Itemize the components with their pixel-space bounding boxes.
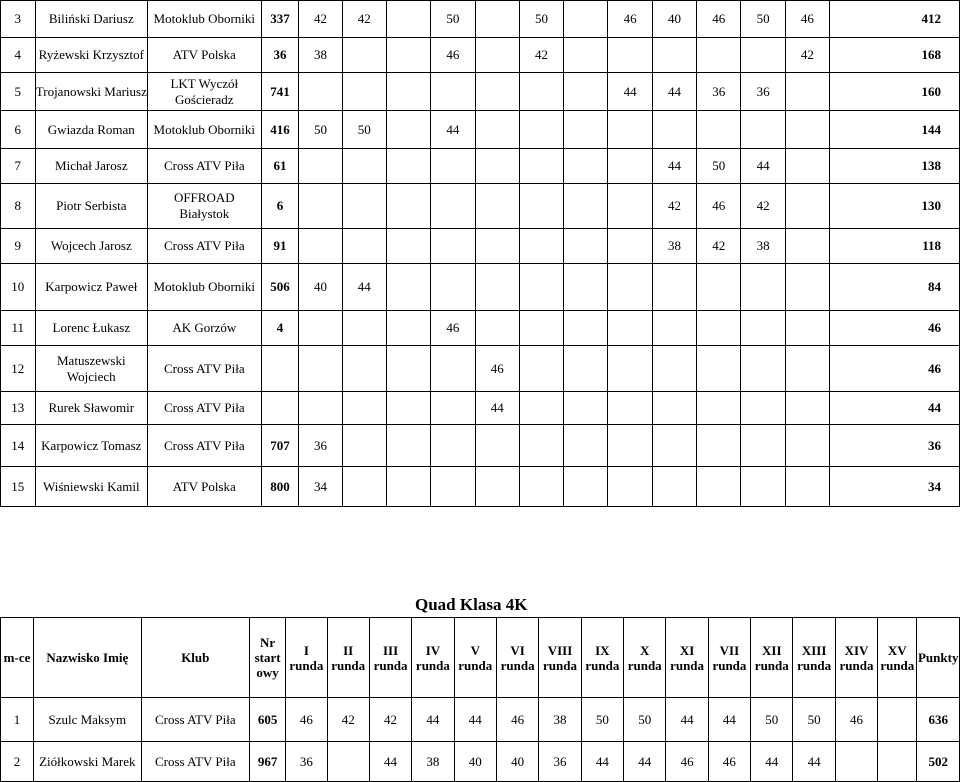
score-cell: 46 — [286, 698, 327, 742]
score-cell — [519, 311, 563, 346]
club-cell: Cross ATV Piła — [148, 149, 262, 184]
place-cell: 7 — [1, 149, 36, 184]
class-title: Quad Klasa 4K — [415, 595, 528, 614]
score-cell — [386, 264, 430, 311]
score-cell — [299, 346, 342, 392]
name-header: Nazwisko Imię — [34, 618, 141, 698]
score-cell: 36 — [697, 73, 741, 111]
club-cell: ATV Polska — [148, 467, 262, 507]
score-cell — [608, 111, 652, 149]
score-cell — [564, 1, 608, 38]
points-header: Punkty — [917, 618, 960, 698]
score-cell — [564, 311, 608, 346]
place-cell: 2 — [1, 742, 34, 782]
club-cell: Cross ATV Piła — [148, 346, 262, 392]
score-cell — [785, 346, 829, 392]
score-cell: 44 — [431, 111, 475, 149]
score-cell: 46 — [785, 1, 829, 38]
points-cell: 168 — [830, 38, 960, 73]
score-cell: 50 — [299, 111, 342, 149]
score-cell — [327, 742, 369, 782]
club-cell: LKT Wyczół Gościeradz — [148, 73, 262, 111]
table-row — [1, 346, 960, 392]
score-cell — [564, 425, 608, 467]
start-number-cell: 506 — [261, 264, 299, 311]
score-cell: 38 — [652, 229, 696, 264]
score-cell — [475, 73, 519, 111]
score-cell — [697, 425, 741, 467]
place-cell: 1 — [1, 698, 34, 742]
score-cell — [785, 467, 829, 507]
score-cell — [431, 264, 475, 311]
place-cell: 11 — [1, 311, 36, 346]
score-cell — [652, 392, 696, 425]
score-cell — [342, 38, 386, 73]
score-cell — [519, 184, 563, 229]
score-cell: 50 — [519, 1, 563, 38]
round-header: III runda — [369, 618, 411, 698]
start-number-cell: 967 — [250, 742, 286, 782]
start-number-cell: 707 — [261, 425, 299, 467]
name-cell: Szulc Maksym — [34, 698, 141, 742]
score-cell: 44 — [369, 742, 411, 782]
score-cell — [519, 264, 563, 311]
score-cell: 36 — [741, 73, 785, 111]
table-row — [1, 467, 960, 507]
score-cell — [475, 467, 519, 507]
score-cell: 46 — [475, 346, 519, 392]
score-cell — [386, 73, 430, 111]
score-cell — [386, 111, 430, 149]
score-cell — [608, 149, 652, 184]
club-cell: Motoklub Oborniki — [148, 111, 262, 149]
score-cell — [519, 149, 563, 184]
score-cell — [386, 311, 430, 346]
points-cell: 160 — [830, 73, 960, 111]
club-cell: AK Gorzów — [148, 311, 262, 346]
score-cell — [785, 311, 829, 346]
place-cell: 6 — [1, 111, 36, 149]
score-cell — [652, 111, 696, 149]
start-number-cell: 337 — [261, 1, 299, 38]
table-row — [1, 392, 960, 425]
score-cell: 44 — [741, 149, 785, 184]
score-cell: 44 — [581, 742, 623, 782]
score-cell — [564, 229, 608, 264]
score-cell — [741, 38, 785, 73]
name-cell: Rurek Sławomir — [35, 392, 147, 425]
score-cell: 46 — [697, 184, 741, 229]
score-cell — [342, 229, 386, 264]
round-header: IV runda — [412, 618, 454, 698]
points-cell: 46 — [830, 311, 960, 346]
score-cell — [431, 184, 475, 229]
points-cell: 118 — [830, 229, 960, 264]
name-cell: Ryżewski Krzysztof — [35, 38, 147, 73]
table-row — [1, 111, 960, 149]
score-cell — [608, 311, 652, 346]
club-cell: Cross ATV Piła — [148, 425, 262, 467]
place-cell: 13 — [1, 392, 36, 425]
start-number-cell: 36 — [261, 38, 299, 73]
round-header: X runda — [624, 618, 666, 698]
score-cell: 34 — [299, 467, 342, 507]
score-cell — [386, 467, 430, 507]
start-number-cell: 605 — [250, 698, 286, 742]
round-header: XI runda — [666, 618, 708, 698]
round-header: XII runda — [751, 618, 793, 698]
points-cell: 144 — [830, 111, 960, 149]
place-cell: 8 — [1, 184, 36, 229]
score-cell: 46 — [431, 38, 475, 73]
table-row — [1, 73, 960, 111]
score-cell — [342, 184, 386, 229]
table-row — [1, 698, 960, 742]
score-cell: 46 — [697, 1, 741, 38]
name-cell: Ziółkowski Marek — [34, 742, 141, 782]
place-cell: 5 — [1, 73, 36, 111]
score-cell — [386, 392, 430, 425]
round-header: V runda — [454, 618, 496, 698]
club-cell: Motoklub Oborniki — [148, 1, 262, 38]
score-cell: 38 — [539, 698, 581, 742]
score-cell — [519, 425, 563, 467]
score-cell — [741, 392, 785, 425]
score-cell — [431, 346, 475, 392]
place-cell: 3 — [1, 1, 36, 38]
round-header: IX runda — [581, 618, 623, 698]
club-cell: Cross ATV Piła — [148, 392, 262, 425]
start-number-cell: 4 — [261, 311, 299, 346]
score-cell — [431, 149, 475, 184]
name-cell: Matuszewski Wojciech — [35, 346, 147, 392]
points-cell: 34 — [830, 467, 960, 507]
place-cell: 15 — [1, 467, 36, 507]
name-cell: Piotr Serbista — [35, 184, 147, 229]
score-cell — [878, 742, 917, 782]
score-cell: 38 — [412, 742, 454, 782]
score-cell — [431, 229, 475, 264]
name-cell: Wojcech Jarosz — [35, 229, 147, 264]
score-cell: 36 — [299, 425, 342, 467]
score-cell — [386, 346, 430, 392]
score-cell — [386, 425, 430, 467]
score-cell — [386, 149, 430, 184]
score-cell — [342, 73, 386, 111]
score-cell: 44 — [475, 392, 519, 425]
round-header: XIII runda — [793, 618, 835, 698]
club-cell: Cross ATV Piła — [148, 229, 262, 264]
score-cell — [741, 264, 785, 311]
score-cell — [342, 392, 386, 425]
start-number-cell — [261, 346, 299, 392]
score-cell — [299, 149, 342, 184]
score-cell: 44 — [751, 742, 793, 782]
table-row — [1, 311, 960, 346]
score-cell — [564, 111, 608, 149]
score-cell — [835, 742, 877, 782]
club-cell: Cross ATV Piła — [141, 742, 250, 782]
score-cell — [475, 229, 519, 264]
score-cell — [741, 425, 785, 467]
place-cell: 10 — [1, 264, 36, 311]
round-header: I runda — [286, 618, 327, 698]
table-row — [1, 742, 960, 782]
points-cell: 636 — [917, 698, 960, 742]
score-cell — [342, 311, 386, 346]
score-cell: 44 — [652, 149, 696, 184]
table-row — [1, 184, 960, 229]
score-cell: 44 — [342, 264, 386, 311]
score-cell — [299, 229, 342, 264]
table-row — [1, 229, 960, 264]
name-cell: Biliński Dariusz — [35, 1, 147, 38]
start-number-cell: 416 — [261, 111, 299, 149]
score-cell — [386, 229, 430, 264]
score-cell — [299, 184, 342, 229]
points-cell: 502 — [917, 742, 960, 782]
score-cell: 46 — [708, 742, 750, 782]
score-cell — [475, 111, 519, 149]
score-cell: 50 — [431, 1, 475, 38]
score-cell: 42 — [299, 1, 342, 38]
score-cell: 42 — [327, 698, 369, 742]
score-cell: 42 — [741, 184, 785, 229]
score-cell — [342, 149, 386, 184]
score-cell — [564, 149, 608, 184]
score-cell: 50 — [581, 698, 623, 742]
score-cell — [697, 264, 741, 311]
score-cell: 40 — [496, 742, 538, 782]
score-cell: 46 — [835, 698, 877, 742]
score-cell — [564, 346, 608, 392]
start-number-cell: 61 — [261, 149, 299, 184]
round-header: II runda — [327, 618, 369, 698]
start-number-cell: 800 — [261, 467, 299, 507]
score-cell — [741, 467, 785, 507]
score-cell: 40 — [652, 1, 696, 38]
score-cell — [741, 346, 785, 392]
table-row — [1, 149, 960, 184]
score-cell: 36 — [286, 742, 327, 782]
score-cell — [431, 467, 475, 507]
score-cell: 46 — [608, 1, 652, 38]
place-cell: 12 — [1, 346, 36, 392]
round-header: VI runda — [496, 618, 538, 698]
table-row — [1, 1, 960, 38]
header-row — [1, 618, 960, 698]
score-cell — [386, 1, 430, 38]
score-cell — [431, 425, 475, 467]
club-cell: Cross ATV Piła — [141, 698, 250, 742]
score-cell — [785, 425, 829, 467]
score-cell — [608, 184, 652, 229]
score-cell: 40 — [454, 742, 496, 782]
name-cell: Michał Jarosz — [35, 149, 147, 184]
score-cell — [519, 73, 563, 111]
score-cell: 42 — [697, 229, 741, 264]
score-cell — [519, 392, 563, 425]
score-cell — [299, 392, 342, 425]
score-cell: 46 — [431, 311, 475, 346]
score-cell — [386, 184, 430, 229]
score-cell — [475, 264, 519, 311]
score-cell — [608, 264, 652, 311]
score-cell — [697, 111, 741, 149]
score-cell — [697, 38, 741, 73]
score-cell — [475, 425, 519, 467]
score-cell: 50 — [793, 698, 835, 742]
score-cell: 42 — [785, 38, 829, 73]
place-cell: 4 — [1, 38, 36, 73]
score-cell: 44 — [793, 742, 835, 782]
score-cell: 42 — [342, 1, 386, 38]
score-cell: 44 — [666, 698, 708, 742]
place-header: m-ce — [1, 618, 34, 698]
score-cell — [386, 38, 430, 73]
score-cell — [564, 184, 608, 229]
score-cell — [652, 264, 696, 311]
points-cell: 44 — [830, 392, 960, 425]
club-cell: Motoklub Oborniki — [148, 264, 262, 311]
score-cell — [697, 311, 741, 346]
start-number-cell: 91 — [261, 229, 299, 264]
score-cell: 50 — [697, 149, 741, 184]
score-cell: 44 — [608, 73, 652, 111]
score-cell — [741, 111, 785, 149]
score-cell — [519, 111, 563, 149]
score-cell: 44 — [652, 73, 696, 111]
club-header: Klub — [141, 618, 250, 698]
score-cell — [564, 392, 608, 425]
score-cell: 38 — [741, 229, 785, 264]
score-cell — [785, 73, 829, 111]
points-cell: 130 — [830, 184, 960, 229]
score-cell: 44 — [708, 698, 750, 742]
round-header: XV runda — [878, 618, 917, 698]
start-number-cell: 6 — [261, 184, 299, 229]
score-cell — [878, 698, 917, 742]
points-cell: 84 — [830, 264, 960, 311]
score-cell — [475, 184, 519, 229]
score-cell: 44 — [412, 698, 454, 742]
score-cell: 38 — [299, 38, 342, 73]
score-cell — [564, 73, 608, 111]
table-row — [1, 38, 960, 73]
score-cell: 44 — [624, 742, 666, 782]
score-cell — [697, 346, 741, 392]
score-cell — [564, 467, 608, 507]
score-cell — [608, 425, 652, 467]
score-cell — [608, 346, 652, 392]
score-cell — [519, 467, 563, 507]
name-cell: Trojanowski Mariusz — [35, 73, 147, 111]
score-cell — [785, 264, 829, 311]
score-cell — [342, 346, 386, 392]
score-cell — [475, 149, 519, 184]
score-cell — [652, 425, 696, 467]
club-cell: OFFROAD Białystok — [148, 184, 262, 229]
score-cell: 50 — [342, 111, 386, 149]
score-cell: 42 — [369, 698, 411, 742]
table-row — [1, 264, 960, 311]
score-cell — [652, 311, 696, 346]
name-cell: Wiśniewski Kamil — [35, 467, 147, 507]
score-cell — [299, 73, 342, 111]
score-cell: 40 — [299, 264, 342, 311]
score-cell — [608, 38, 652, 73]
round-header: VII runda — [708, 618, 750, 698]
score-cell — [342, 467, 386, 507]
start-number-cell: 741 — [261, 73, 299, 111]
score-cell — [564, 264, 608, 311]
score-cell: 44 — [454, 698, 496, 742]
score-cell: 42 — [652, 184, 696, 229]
score-cell — [342, 425, 386, 467]
score-cell — [431, 73, 475, 111]
score-cell — [608, 467, 652, 507]
score-cell — [697, 392, 741, 425]
score-cell: 50 — [624, 698, 666, 742]
start-number-cell — [261, 392, 299, 425]
name-cell: Karpowicz Tomasz — [35, 425, 147, 467]
score-cell — [519, 229, 563, 264]
round-header: XIV runda — [835, 618, 877, 698]
score-cell — [608, 392, 652, 425]
score-cell — [785, 184, 829, 229]
points-cell: 36 — [830, 425, 960, 467]
score-cell: 36 — [539, 742, 581, 782]
score-cell — [564, 38, 608, 73]
score-cell — [741, 311, 785, 346]
score-cell — [475, 1, 519, 38]
score-cell — [697, 467, 741, 507]
score-cell — [652, 346, 696, 392]
start-number-header: Nr start owy — [250, 618, 286, 698]
club-cell: ATV Polska — [148, 38, 262, 73]
points-cell: 138 — [830, 149, 960, 184]
score-cell: 46 — [496, 698, 538, 742]
quad-4k-table — [0, 617, 960, 782]
score-cell: 50 — [741, 1, 785, 38]
score-cell: 42 — [519, 38, 563, 73]
score-cell — [785, 229, 829, 264]
score-cell — [785, 111, 829, 149]
score-cell — [475, 311, 519, 346]
score-cell — [475, 38, 519, 73]
score-cell: 50 — [751, 698, 793, 742]
name-cell: Karpowicz Paweł — [35, 264, 147, 311]
score-cell — [519, 346, 563, 392]
table-row — [1, 425, 960, 467]
score-cell — [652, 467, 696, 507]
round-header: VIII runda — [539, 618, 581, 698]
name-cell: Gwiazda Roman — [35, 111, 147, 149]
points-cell: 412 — [830, 1, 960, 38]
name-cell: Lorenc Łukasz — [35, 311, 147, 346]
score-cell — [785, 392, 829, 425]
place-cell: 14 — [1, 425, 36, 467]
points-cell: 46 — [830, 346, 960, 392]
score-cell — [608, 229, 652, 264]
score-cell — [785, 149, 829, 184]
score-cell: 46 — [666, 742, 708, 782]
place-cell: 9 — [1, 229, 36, 264]
score-cell — [299, 311, 342, 346]
score-cell — [431, 392, 475, 425]
score-cell — [652, 38, 696, 73]
